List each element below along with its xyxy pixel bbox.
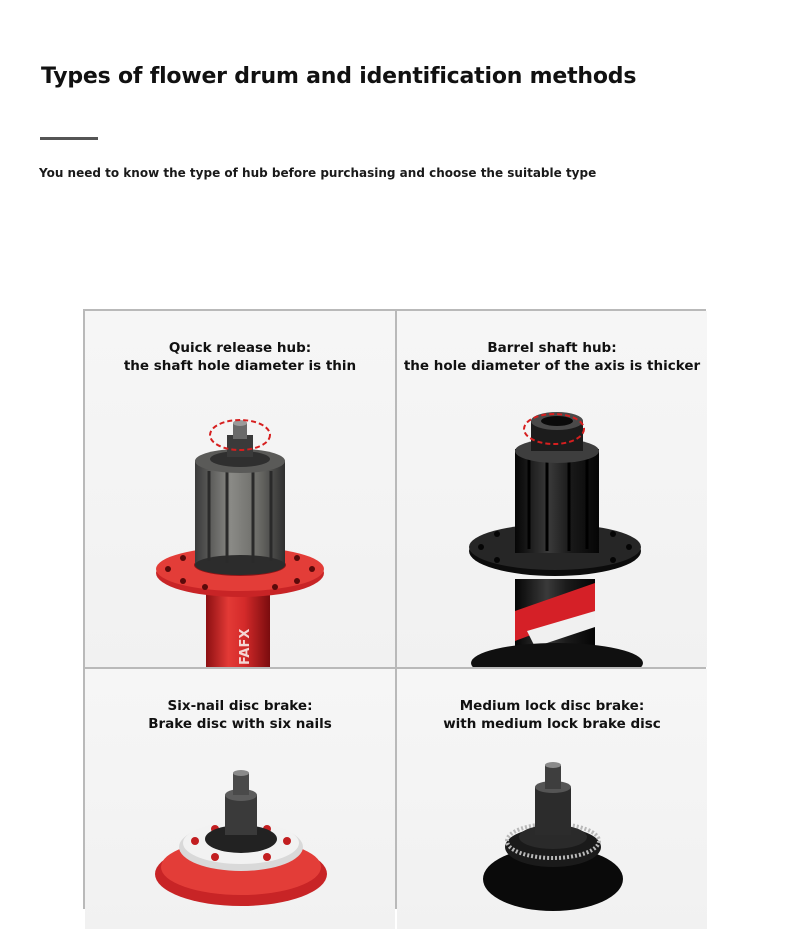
card-medium-lock-disc-brake: [397, 669, 707, 929]
card-title-line1: Quick release hub:: [168, 340, 312, 356]
card-title-line2: with medium lock brake disc: [443, 716, 661, 732]
card-title-line2: the shaft hole diameter is thin: [123, 358, 357, 374]
card-title-line1: Barrel shaft hub:: [487, 340, 617, 356]
black-barrel-shaft-hub-image: [397, 311, 707, 667]
card-barrel-shaft-hub: [397, 311, 707, 667]
black-centerlock-disc-hub-image: [397, 669, 707, 929]
card-quick-release-hub: [85, 311, 395, 667]
svg-text:FAFX: FAFX: [238, 628, 253, 665]
page-title: Types of flower drum and identification methods: [41, 64, 637, 89]
card-title-line2: Brake disc with six nails: [148, 716, 332, 732]
title-underline: [40, 137, 98, 140]
red-quick-release-hub-image: [85, 311, 395, 667]
card-title-line1: Medium lock disc brake:: [459, 698, 645, 714]
page-subtitle: You need to know the type of hub before purchasing and choose the suitable type: [39, 166, 597, 180]
card-title-line1: Six-nail disc brake:: [167, 698, 313, 714]
card-six-nail-disc-brake: [85, 669, 395, 929]
card-title-line2: the hole diameter of the axis is thicker: [403, 358, 701, 374]
hub-types-grid: [83, 309, 706, 909]
red-six-bolt-disc-hub-image: [85, 669, 395, 929]
